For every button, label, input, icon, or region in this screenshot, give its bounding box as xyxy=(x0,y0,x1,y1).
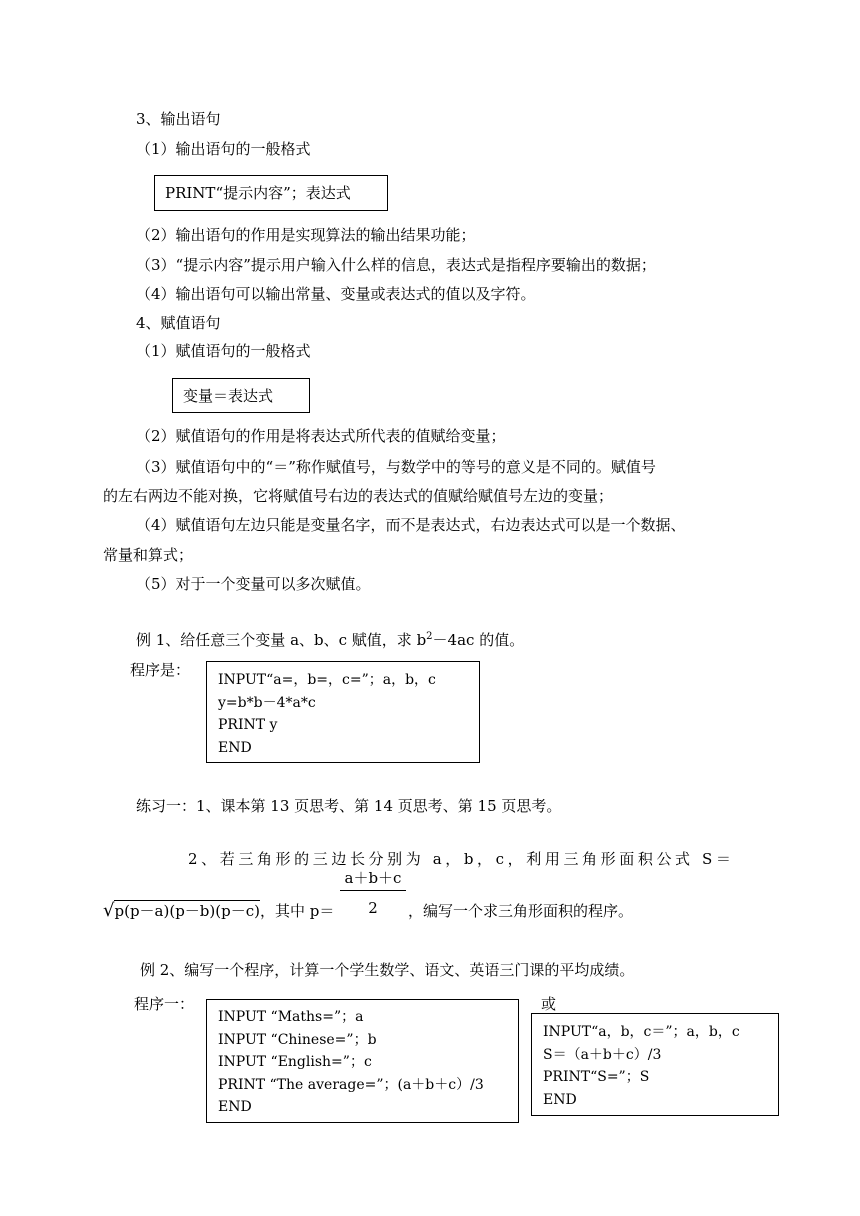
or-label: 或 xyxy=(541,995,557,1013)
code-line: S＝（a＋b＋c）/3 xyxy=(543,1046,662,1063)
example-2-title: 例 2、编写一个程序，计算一个学生数学、语文、英语三门课的平均成绩。 xyxy=(140,961,635,979)
sqrt-icon: √ xyxy=(103,900,115,921)
example-1-label: 程序是： xyxy=(130,661,191,679)
section-3-item-4: （4）输出语句可以输出常量、变量或表达式的值以及字符。 xyxy=(136,285,536,303)
practice-line-2: 2、若三角形的三边长分别为 a，b，c，利用三角形面积公式 S＝ xyxy=(188,850,735,868)
section-4-item-4-line-2: 常量和算式； xyxy=(103,546,194,564)
heron-formula xyxy=(103,901,334,921)
print-format-text: PRINT“提示内容”；表达式 xyxy=(165,184,351,202)
example-1-suffix: －4ac 的值。 xyxy=(432,631,525,649)
print-format-box xyxy=(154,175,388,211)
example-1-title xyxy=(136,630,524,650)
code-line: END xyxy=(218,739,252,756)
section-3-item-3: （3）“提示内容”提示用户输入什么样的信息，表达式是指程序要输出的数据； xyxy=(136,256,656,274)
code-line: INPUT“a，b，c＝”；a，b，c xyxy=(543,1024,740,1040)
example-2-code-box-1 xyxy=(206,999,519,1123)
code-line: INPUT “Chinese=”；b xyxy=(218,1031,377,1048)
fraction-denominator: 2 xyxy=(368,899,378,917)
assign-format-text: 变量＝表达式 xyxy=(183,387,274,405)
code-line: PRINT“S=”；S xyxy=(543,1069,650,1085)
code-line: PRINT y xyxy=(218,717,278,733)
section-3-item-1: （1）输出语句的一般格式 xyxy=(136,140,311,158)
section-4-title: 4、赋值语句 xyxy=(136,314,221,332)
assign-format-box xyxy=(172,378,310,413)
section-4-item-4-line-1: （4）赋值语句左边只能是变量名字，而不是表达式，右边表达式可以是一个数据、 xyxy=(136,516,686,534)
section-4-item-2: （2）赋值语句的作用是将表达式所代表的值赋给变量； xyxy=(136,427,506,445)
section-3-title: 3、输出语句 xyxy=(136,110,221,128)
section-4-item-5: （5）对于一个变量可以多次赋值。 xyxy=(136,575,371,593)
example-2-code-box-2 xyxy=(531,1013,779,1116)
example-1-exponent: 2 xyxy=(426,631,433,642)
sqrt-expression xyxy=(103,901,260,921)
practice-line-3-tail: ，编写一个求三角形面积的程序。 xyxy=(408,902,634,920)
code-line: INPUT “English=”；c xyxy=(218,1054,372,1070)
section-4-item-3-line-1: （3）赋值语句中的“＝”称作赋值号，与数学中的等号的意义是不同的。赋值号 xyxy=(136,458,656,476)
code-line: INPUT“a=，b=，c=”；a，b，c xyxy=(218,672,436,688)
example-1-prefix: 例 1、给任意三个变量 a、b、c 赋值，求 b xyxy=(136,631,427,649)
code-line: END xyxy=(543,1091,577,1108)
code-line: END xyxy=(218,1099,252,1115)
practice-line-1: 练习一：1、课本第 13 页思考、第 14 页思考、第 15 页思考。 xyxy=(136,797,562,815)
code-line: PRINT “The average=”；(a＋b＋c）/3 xyxy=(218,1076,484,1093)
example-2-label: 程序一： xyxy=(134,995,195,1013)
fraction-numerator: a＋b＋c xyxy=(340,868,406,891)
section-3-item-2: （2）输出语句的作用是实现算法的输出结果功能； xyxy=(136,226,476,244)
section-4-item-3-line-2: 的左右两边不能对换，它将赋值号右边的表达式的值赋给赋值号左边的变量； xyxy=(103,487,614,505)
code-line: INPUT “Maths=”；a xyxy=(218,1009,364,1025)
section-4-item-1: （1）赋值语句的一般格式 xyxy=(136,342,311,360)
example-1-code-box xyxy=(206,661,480,763)
formula-mid-text: ，其中 p＝ xyxy=(259,902,335,920)
code-line: y=b*b－4*a*c xyxy=(218,694,316,711)
sqrt-radicand: p(p－a)(p－b)(p－c) xyxy=(114,902,260,920)
fraction xyxy=(340,868,406,918)
